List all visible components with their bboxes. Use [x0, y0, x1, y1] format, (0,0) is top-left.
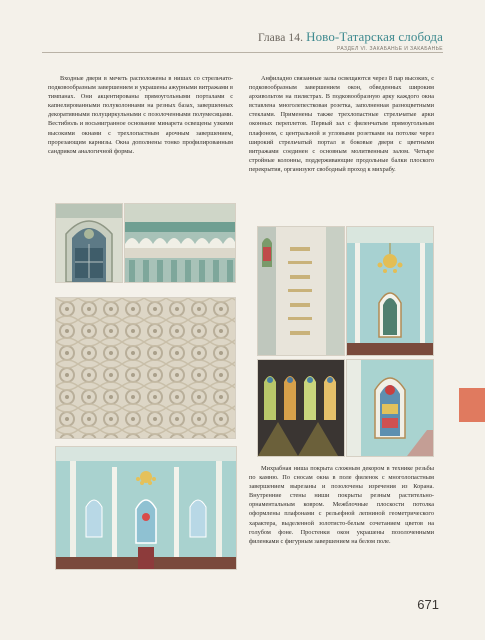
text-column-bottom-right	[249, 464, 434, 546]
page-number: 671	[417, 597, 439, 612]
photo-stained-window-light	[346, 359, 434, 457]
header-rule	[42, 52, 443, 53]
photo-window-detail	[55, 203, 123, 283]
chapter-label: Глава 14.	[257, 32, 304, 44]
text-column-right	[249, 74, 434, 174]
chapter-heading	[258, 29, 443, 45]
paragraph-halls: Анфиладно связанные залы освещаются через 8 пар высоких, с подковообразным завершением окон, обведенных широким архивольтом на пилястрах. В подковообразную арку каждого окна вставлена многолепестковая розетка, заполненная разноцветными стеклами. Применены также трехлопастные стрельчатые арки оконных переплетов. Первый зал с филенчатым прямоугольным плафоном, с центральной и угловыми розетками на потолке через широкий стрельчатый портал и боковые двери с цветными витражами соединен с основным молитвенным залом. Четыре стройные колонны, поддерживающие продольные балки плоского перекрытия, организуют свободный проход к михрабу.	[249, 75, 434, 173]
photo-carved-stone-panel	[55, 297, 236, 439]
paragraph-entrance: Входные двери в мечеть расположены в нишах со стрельчато-подковообразным завершением и украшены ажурными витражами в тимпанах. Они акцентированы прямоугольными порталами с капнелированными полуколоннами на резных базах, завершенных декоративными полуциркульными с позолоченными полумесяцами. Вестибюль и восьмигранное основание минарета освещены узкими высокими окнами с трехлопастным арочным завершением, прорезающим карнизы. Окна дополнены тонко профилированным сандриком аналогичной формы.	[48, 75, 233, 155]
paragraph-mihrab: Михрабная ниша покрыта сложным декором в технике резьбы по камню. По сносам окна в поле филенок с многолопастным завершением вырезаны и позолочены изречения из Корана. Внутренние стены ниши покрыты резным растительно-орнаментальным ковром. Межблочные плоскости потолка оформлены плафонами с рельефной лепниной геометрического характера, выделенной золотисто-белым сочетанием цветов на голубом фоне. Простенки окон украшены позолоченными филенками с фигурным завершением на белом поле.	[249, 465, 434, 545]
text-column-left	[48, 74, 233, 156]
chapter-title: Ново-Татарская слобода	[306, 29, 443, 44]
running-header	[258, 29, 443, 52]
photo-cornice-ornament	[124, 203, 236, 283]
photo-prayer-hall-interior	[55, 446, 237, 570]
section-subtitle: РАЗДЕЛ VI. ЗАКАБАНЬЕ И ЗАКАБАНЬЕ	[336, 46, 443, 52]
chapter-tab-marker	[459, 388, 485, 422]
photo-chandelier-hall	[346, 226, 434, 356]
photo-mihrab-niche	[257, 226, 345, 356]
photo-stained-windows-dark	[257, 359, 345, 457]
